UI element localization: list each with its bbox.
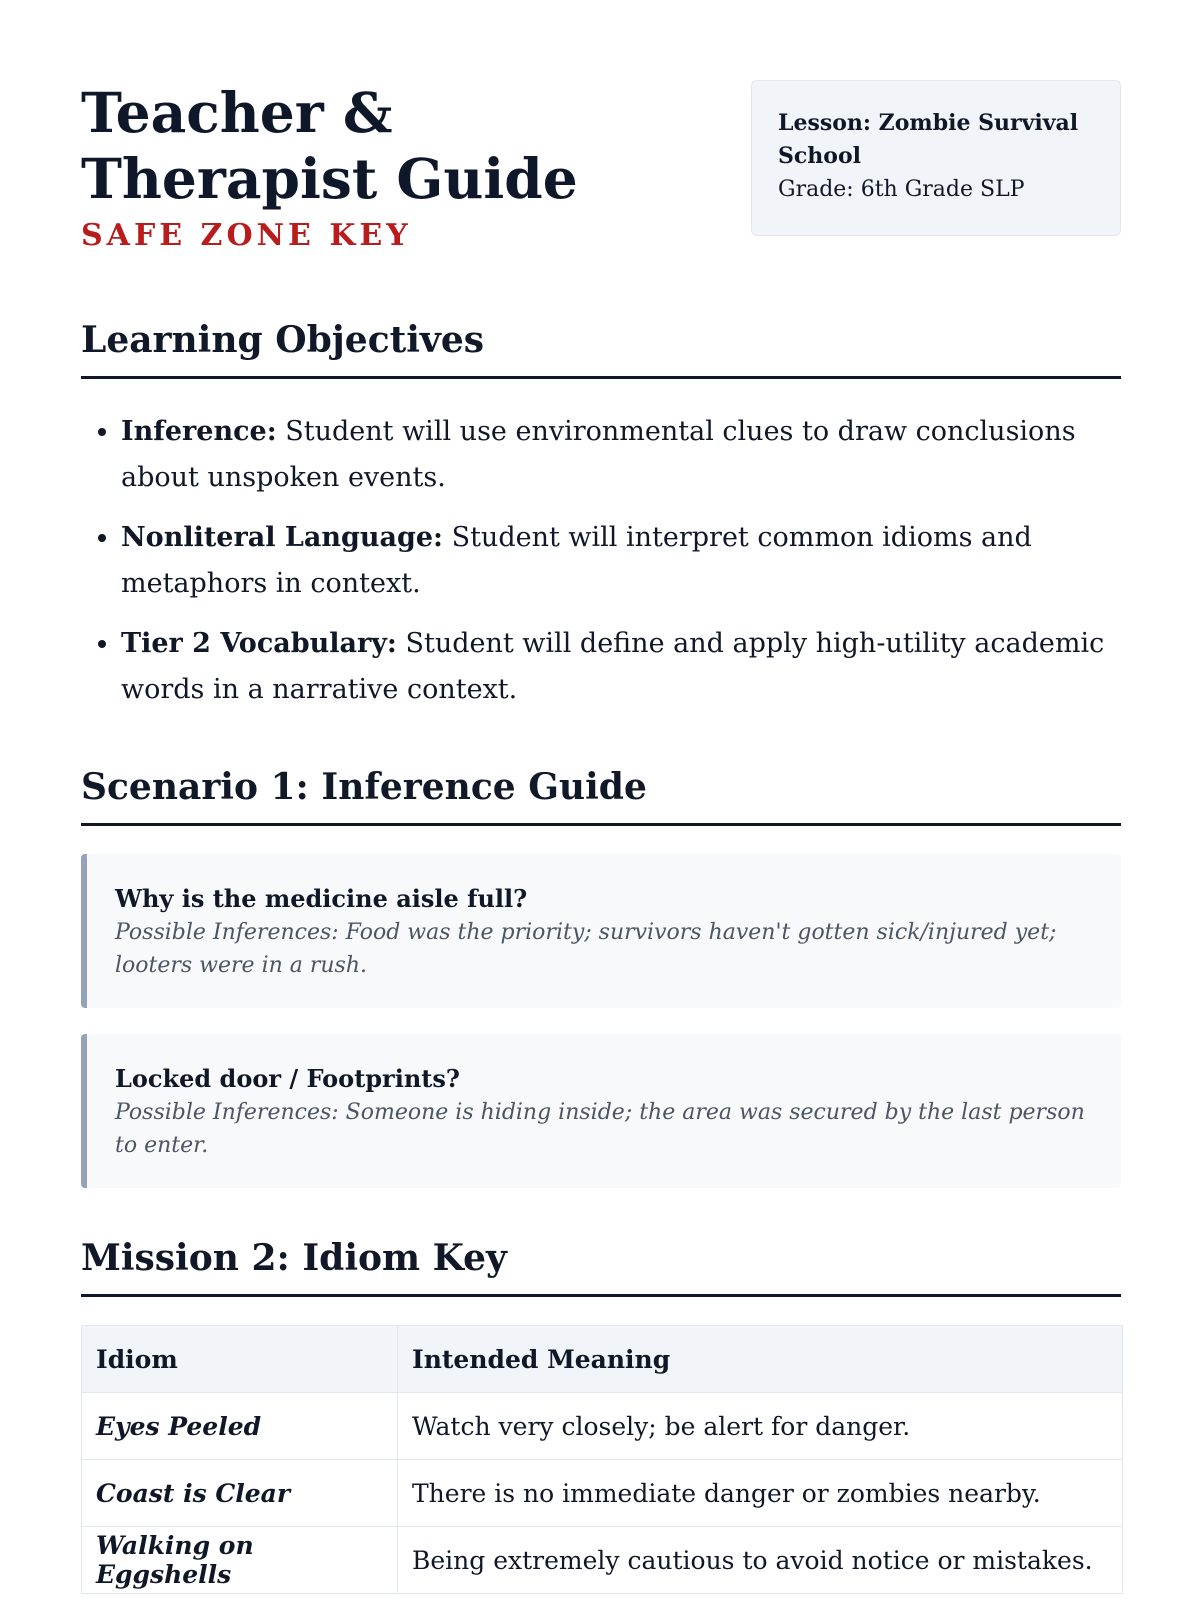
inference-card (81, 1034, 1121, 1188)
objective-term: Inference: (121, 416, 277, 447)
column-header-idiom: Idiom (82, 1326, 398, 1393)
title-block (81, 80, 701, 254)
page-subtitle: SAFE ZONE KEY (81, 218, 412, 253)
objectives-list (81, 409, 1121, 713)
idiom-cell: Coast is Clear (82, 1460, 398, 1527)
table-row (82, 1460, 1123, 1527)
inference-answer: Possible Inferences: Food was the priority; survivors haven't gotten sick/injured yet; looters were in a rush. (115, 920, 1057, 978)
objective-term: Tier 2 Vocabulary: (121, 628, 397, 659)
inference-question: Locked door / Footprints? (115, 1064, 460, 1093)
table-row (82, 1393, 1123, 1460)
header (81, 80, 1121, 254)
idiom-table (81, 1325, 1123, 1594)
list-item (121, 515, 1121, 607)
meaning-cell: Being extremely cautious to avoid notice or mistakes. (398, 1527, 1123, 1594)
inference-answer: Possible Inferences: Someone is hiding inside; the area was secured by the last person to enter. (115, 1100, 1085, 1158)
objective-text: Student will define and apply high-utility academic words in a narrative context. (121, 628, 1105, 705)
scenario-section (81, 765, 1121, 1188)
scenario-heading: Scenario 1: Inference Guide (81, 765, 1121, 826)
idiom-cell: Walking on Eggshells (82, 1527, 398, 1594)
table-row (82, 1527, 1123, 1594)
idiom-heading: Mission 2: Idiom Key (81, 1236, 1121, 1297)
page-title: Teacher & Therapist Guide (81, 80, 578, 211)
objective-term: Nonliteral Language: (121, 522, 443, 553)
list-item (121, 409, 1121, 501)
grade-label: Grade: 6th Grade SLP (778, 177, 1025, 202)
meaning-cell: Watch very closely; be alert for danger. (398, 1393, 1123, 1460)
inference-card (81, 854, 1121, 1008)
table-header-row (82, 1326, 1123, 1393)
document (81, 80, 1121, 1594)
inference-question: Why is the medicine aisle full? (115, 884, 528, 913)
lesson-label: Lesson: Zombie Survival School (778, 110, 1079, 169)
list-item (121, 621, 1121, 713)
column-header-meaning: Intended Meaning (398, 1326, 1123, 1393)
idiom-section (81, 1236, 1121, 1594)
idiom-cell: Eyes Peeled (82, 1393, 398, 1460)
objectives-heading: Learning Objectives (81, 318, 1121, 379)
objectives-section (81, 318, 1121, 713)
lesson-info-card (751, 80, 1121, 236)
objective-text: Student will interpret common idioms and metaphors in context. (121, 522, 1032, 599)
objective-text: Student will use environmental clues to draw conclusions about unspoken events. (121, 416, 1076, 493)
meaning-cell: There is no immediate danger or zombies nearby. (398, 1460, 1123, 1527)
